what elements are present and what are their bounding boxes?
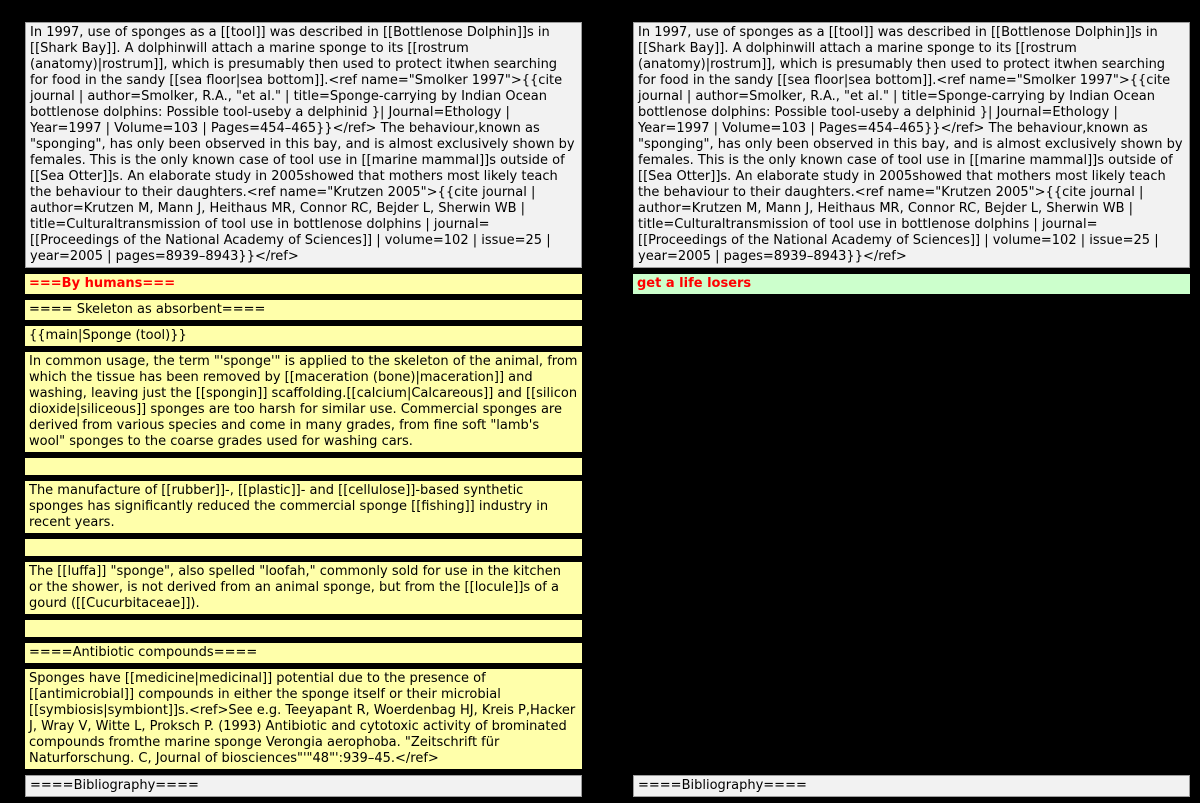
diff-deleted-empty-line xyxy=(25,620,582,637)
column-gap xyxy=(582,274,633,294)
diff-row xyxy=(25,352,1190,452)
diff-row xyxy=(25,775,1190,797)
diff-deleted-line: ====Antibiotic compounds==== xyxy=(25,643,582,663)
column-gap xyxy=(582,300,633,320)
column-gap xyxy=(582,22,633,268)
diff-absent-cell xyxy=(633,643,1190,663)
diff-row xyxy=(25,539,1190,556)
diff-row xyxy=(25,562,1190,614)
diff-change-text: get a life losers xyxy=(637,276,752,291)
diff-absent-cell xyxy=(633,458,1190,475)
diff-rows-container xyxy=(25,22,1190,797)
diff-context-line: ====Bibliography==== xyxy=(633,775,1190,797)
diff-absent-cell xyxy=(633,620,1190,637)
diff-row xyxy=(25,458,1190,475)
diff-row xyxy=(25,326,1190,346)
diff-row xyxy=(25,669,1190,769)
diff-deleted-line: The manufacture of [[rubber]]-, [[plastic]]- and [[cellulose]]-based synthetic sponges has significantly reduced the commercial sponge [[fishing]] industry in recent years. xyxy=(25,481,582,533)
diff-absent-cell xyxy=(633,352,1190,452)
column-gap xyxy=(582,669,633,769)
diff-absent-cell xyxy=(633,326,1190,346)
diff-row xyxy=(25,274,1190,294)
diff-absent-cell xyxy=(633,669,1190,769)
diff-deleted-line: Sponges have [[medicine|medicinal]] potential due to the presence of [[antimicrobial]] compounds in either the sponge itself or their microbial [[symbiosis|symbiont]]s.<ref>See e.g. Teeyapant R, Woerdenbag HJ, Kreis P,Hacker J, Wray V, Witte L, Proksch P. (1993) Antibiotic and cytotoxic activity of brominated compounds fromthe marine sponge Verongia aerophoba. "Zeitschrift für Naturforschung. C, Journal of biosciences"'"48"':939–45.</ref> xyxy=(25,669,582,769)
diff-row xyxy=(25,481,1190,533)
column-gap xyxy=(582,620,633,637)
diff-deleted-line: ==== Skeleton as absorbent==== xyxy=(25,300,582,320)
diff-row xyxy=(25,22,1190,268)
column-gap xyxy=(582,775,633,797)
diff-added-line xyxy=(633,274,1190,294)
column-gap xyxy=(582,458,633,475)
diff-context-line: In 1997, use of sponges as a [[tool]] was described in [[Bottlenose Dolphin]]s in [[Shark Bay]]. A dolphinwill attach a marine sponge to its [[rostrum (anatomy)|rostrum]], which is presumably then used to protect itwhen searching for food in the sandy [[sea floor|sea bottom]].<ref name="Smolker 1997">{{cite journal | author=Smolker, R.A., "et al." | title=Sponge-carrying by Indian Ocean bottlenose dolphins: Possible tool-useby a delphinid }| Journal=Ethology | Year=1997 | Volume=103 | Pages=454–465}}</ref> The behaviour,known as "sponging", has only been observed in this bay, and is almost exclusively shown by females. This is the only known case of tool use in [[marine mammal]]s outside of [[Sea Otter]]s. An elaborate study in 2005showed that mothers most likely teach the behaviour to their daughters.<ref name="Krutzen 2005">{{cite journal | author=Krutzen M, Mann J, Heithaus MR, Connor RC, Bejder L, Sherwin WB | title=Culturaltransmission of tool use in bottlenose dolphins | journal=[[Proceedings of the National Academy of Sciences]] | volume=102 | issue=25 | year=2005 | pages=8939–8943}}</ref> xyxy=(633,22,1190,268)
diff-change-text: ===By humans=== xyxy=(29,276,176,291)
diff-context-line: ====Bibliography==== xyxy=(25,775,582,797)
diff-row xyxy=(25,643,1190,663)
diff-row xyxy=(25,300,1190,320)
column-gap xyxy=(582,562,633,614)
diff-deleted-empty-line xyxy=(25,539,582,556)
column-gap xyxy=(582,643,633,663)
column-gap xyxy=(582,326,633,346)
column-gap xyxy=(582,539,633,556)
diff-absent-cell xyxy=(633,539,1190,556)
column-gap xyxy=(582,352,633,452)
diff-deleted-empty-line xyxy=(25,458,582,475)
diff-deleted-line xyxy=(25,274,582,294)
diff-absent-cell xyxy=(633,300,1190,320)
diff-row xyxy=(25,620,1190,637)
diff-absent-cell xyxy=(633,562,1190,614)
diff-deleted-line: In common usage, the term "'sponge'" is applied to the skeleton of the animal, from which the tissue has been removed by [[maceration (bone)|maceration]] and washing, leaving just the [[spongin]] scaffolding.[[calcium|Calcareous]] and [[silicon dioxide|siliceous]] sponges are too harsh for similar use. Commercial sponges are derived from various species and come in many grades, from fine soft "lamb's wool" sponges to the coarse grades used for washing cars. xyxy=(25,352,582,452)
diff-absent-cell xyxy=(633,481,1190,533)
diff-context-line: In 1997, use of sponges as a [[tool]] was described in [[Bottlenose Dolphin]]s in [[Shark Bay]]. A dolphinwill attach a marine sponge to its [[rostrum (anatomy)|rostrum]], which is presumably then used to protect itwhen searching for food in the sandy [[sea floor|sea bottom]].<ref name="Smolker 1997">{{cite journal | author=Smolker, R.A., "et al." | title=Sponge-carrying by Indian Ocean bottlenose dolphins: Possible tool-useby a delphinid }| Journal=Ethology | Year=1997 | Volume=103 | Pages=454–465}}</ref> The behaviour,known as "sponging", has only been observed in this bay, and is almost exclusively shown by females. This is the only known case of tool use in [[marine mammal]]s outside of [[Sea Otter]]s. An elaborate study in 2005showed that mothers most likely teach the behaviour to their daughters.<ref name="Krutzen 2005">{{cite journal | author=Krutzen M, Mann J, Heithaus MR, Connor RC, Bejder L, Sherwin WB | title=Culturaltransmission of tool use in bottlenose dolphins | journal=[[Proceedings of the National Academy of Sciences]] | volume=102 | issue=25 | year=2005 | pages=8939–8943}}</ref> xyxy=(25,22,582,268)
diff-deleted-line: {{main|Sponge (tool)}} xyxy=(25,326,582,346)
column-gap xyxy=(582,481,633,533)
revision-diff-table xyxy=(25,16,1190,803)
diff-deleted-line: The [[luffa]] "sponge", also spelled "loofah," commonly sold for use in the kitchen or the shower, is not derived from an animal sponge, but from the [[locule]]s of a gourd ([[Cucurbitaceae]]). xyxy=(25,562,582,614)
